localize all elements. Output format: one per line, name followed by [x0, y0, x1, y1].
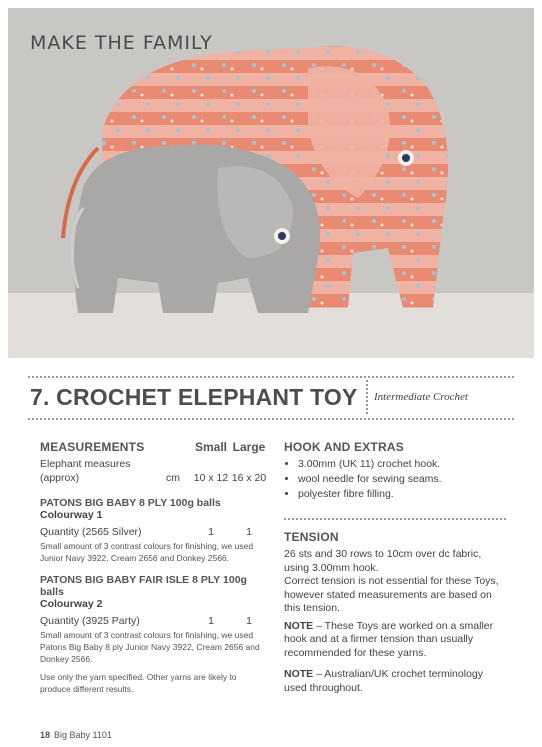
qty-large: 1: [246, 526, 252, 538]
quantity-label: Quantity (2565 Silver): [40, 526, 142, 538]
photo-caption: MAKE THE FAMILY: [30, 32, 213, 54]
small-elephant: [72, 144, 320, 313]
yarn1-note: Small amount of 3 contrast colours for finishing, we used Junior Navy 3922, Cream 2656 and Donkey 2566.: [40, 541, 254, 563]
tension-p2: Correct tension is not essential for these Toys, however stated measurements are based on this tension.: [284, 575, 499, 614]
qty-large: 1: [246, 615, 252, 627]
page-title: 7. CROCHET ELEPHANT TOY: [30, 384, 358, 410]
note-text: – These Toys are worked on a smaller hook and at a firmer tension than usually recommended for these yarns.: [284, 619, 494, 659]
small-value: 10 x 12: [193, 472, 229, 484]
yarn1-colourway: Colourway 1: [40, 509, 103, 521]
qty-small: 1: [208, 526, 214, 538]
tension-p1: 26 sts and 30 rows to 10cm over dc fabric, using 3.00mm hook.: [284, 548, 482, 574]
hook-list: [284, 457, 506, 502]
hero-photo: [8, 8, 534, 358]
measurements-header: [40, 440, 268, 454]
measurements-label-approx: (approx): [40, 472, 80, 484]
measurements-unit: cm: [166, 472, 180, 484]
divider: [284, 518, 506, 520]
note-label: NOTE: [284, 668, 314, 680]
elephant-photo: [8, 8, 534, 358]
title-row: [28, 376, 514, 420]
divider: [28, 418, 514, 420]
yarn2-quantity-row: [40, 614, 268, 629]
left-column: [40, 440, 268, 695]
large-value: 16 x 20: [231, 472, 267, 484]
list-item: • polyester fibre filling.: [298, 487, 506, 502]
skill-level: Intermediate Crochet: [374, 391, 468, 403]
list-item: • wool needle for sewing seams.: [298, 472, 506, 487]
yarn2-note: Small amount of 3 contrast colours for finishing, we used Patons Big Baby 8 ply Junior Navy 3922, Cream 2656 and Donkey 2566.: [40, 630, 260, 664]
measurements-label: Elephant measures: [40, 458, 131, 470]
measurements-row: [40, 457, 268, 471]
qty-small: 1: [208, 615, 214, 627]
yarn2-note2: Use only the yarn specified. Other yarns are likely to produce different results.: [40, 672, 237, 694]
measurements-heading: MEASUREMENTS: [40, 440, 145, 454]
right-column: [284, 440, 506, 695]
note-text: – Australian/UK crochet terminology used throughout.: [284, 668, 484, 694]
yarn1-quantity-row: [40, 525, 268, 540]
tension-note1: [284, 620, 506, 661]
yarn2-heading: PATONS BIG BABY FAIR ISLE 8 PLY 100g balls: [40, 574, 247, 598]
hook-heading: HOOK AND EXTRAS: [284, 440, 404, 454]
size-large-heading: Large: [232, 440, 266, 454]
page-footer: [40, 730, 112, 740]
tension-heading: TENSION: [284, 530, 339, 544]
yarn1-heading: PATONS BIG BABY 8 PLY 100g balls: [40, 497, 221, 509]
list-item: • 3.00mm (UK 11) crochet hook.: [298, 457, 506, 472]
divider: [366, 380, 368, 414]
size-small-heading: Small: [194, 440, 227, 454]
tension-note2: [284, 668, 506, 695]
yarn2-colourway: Colourway 2: [40, 598, 103, 610]
page-number: 18: [40, 730, 51, 740]
divider: [28, 376, 514, 378]
measurements-row: [40, 471, 268, 485]
publication-name: Big Baby 1101: [54, 730, 112, 740]
quantity-label: Quantity (3925 Party): [40, 615, 140, 627]
note-label: NOTE: [284, 619, 314, 632]
